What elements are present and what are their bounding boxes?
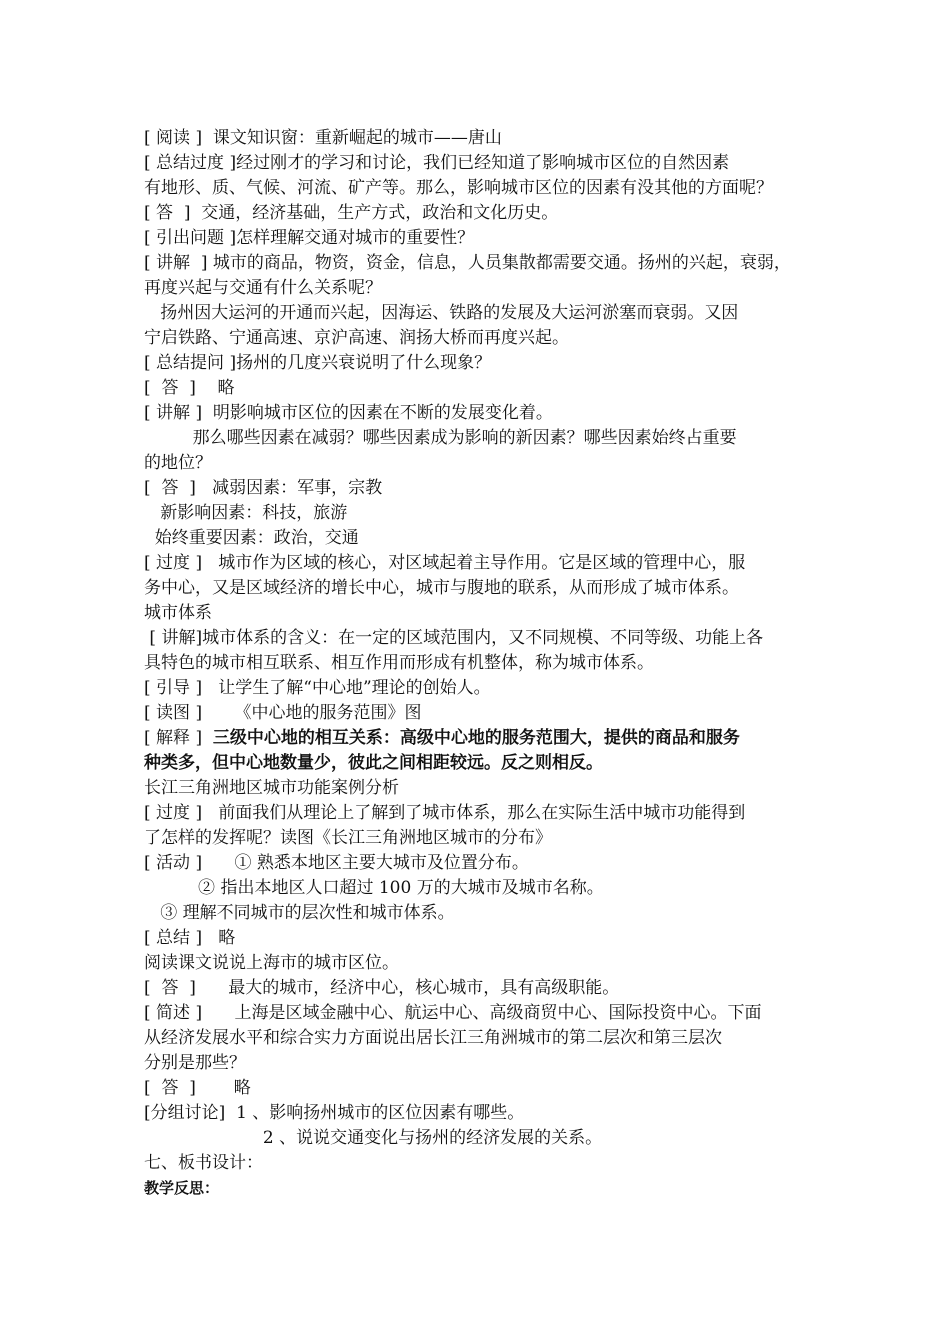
text-line-group-discussion: [分组讨论] 1 、影响扬州城市的区位因素有哪些。 <box>144 1103 525 1123</box>
text-line-reading: [ 阅读 ] 课文知识窗：重新崛起的城市——唐山 <box>144 128 502 148</box>
text-line-answer: [ 答 ] 最大的城市，经济中心，核心城市，具有高级职能。 <box>144 978 620 998</box>
text-line-lecture: [ 讲解 ] 明影响城市区位的因素在不断的发展变化着。 <box>144 403 553 423</box>
text-line: 阅读课文说说上海市的城市区位。 <box>144 953 399 973</box>
text-line-summary: [ 总结过度 ]经过刚才的学习和讨论，我们已经知道了影响城市区位的自然因素 <box>144 153 730 173</box>
text-line-guide: [ 引导 ] 让学生了解“中心地”理论的创始人。 <box>144 678 491 698</box>
text-line-read-figure: [ 读图 ] 《中心地的服务范围》图 <box>144 703 422 723</box>
text-line: 2 、说说交通变化与扬州的经济发展的关系。 <box>144 1128 603 1148</box>
text-line-summary-question: [ 总结提问 ]扬州的几度兴衰说明了什么现象？ <box>144 353 492 373</box>
text-line: ③ 理解不同城市的层次性和城市体系。 <box>144 903 455 923</box>
text-line: 的地位？ <box>144 453 212 473</box>
text-line-activity: [ 活动 ] ① 熟悉本地区主要大城市及位置分布。 <box>144 853 529 873</box>
text-line: 具特色的城市相互联系、相互作用而形成有机整体，称为城市体系。 <box>144 653 654 673</box>
text-line-answer: [ 答 ] 交通，经济基础，生产方式，政治和文化历史。 <box>144 203 559 223</box>
text-line: 了怎样的发挥呢？读图《长江三角洲地区城市的分布》 <box>144 828 552 848</box>
text-line-lecture: [ 讲解]城市体系的含义：在一定的区域范围内，又不同规模、不同等级、功能上各 <box>144 628 764 648</box>
text-line-bold: 种类多，但中心地数量少，彼此之间相距较远。反之则相反。 <box>144 753 603 773</box>
explain-bold-text: 三级中心地的相互关系：高级中心地的服务范围大，提供的商品和服务 <box>212 728 740 748</box>
text-line: 有地形、质、气候、河流、矿产等。那么，影响城市区位的因素有没其他的方面呢？ <box>144 178 773 198</box>
text-line: ② 指出本地区人口超过 100 万的大城市及城市名称。 <box>144 878 604 898</box>
text-line: 从经济发展水平和综合实力方面说出居长江三角洲城市的第二层次和第三层次 <box>144 1028 722 1048</box>
section-heading: 长江三角洲地区城市功能案例分析 <box>144 778 399 798</box>
text-line-transition: [ 过度 ] 城市作为区域的核心，对区域起着主导作用。它是区域的管理中心，服 <box>144 553 746 573</box>
text-line: 新影响因素：科技，旅游 <box>144 503 348 523</box>
section-heading: 城市体系 <box>144 603 212 623</box>
text-line: 分别是那些？ <box>144 1053 246 1073</box>
text-line: 扬州因大运河的开通而兴起，因海运、铁路的发展及大运河淤塞而衰弱。又因 <box>144 303 739 323</box>
text-line-question: [ 引出问题 ]怎样理解交通对城市的重要性？ <box>144 228 475 248</box>
text-line-answer: [ 答 ] 略 <box>144 378 235 398</box>
text-line: 再度兴起与交通有什么关系呢？ <box>144 278 382 298</box>
text-line-answer: [ 答 ] 减弱因素：军事，宗教 <box>144 478 383 498</box>
text-line: 那么哪些因素在减弱？哪些因素成为影响的新因素？哪些因素始终占重要 <box>144 428 737 448</box>
text-line: 宁启铁路、宁通高速、京沪高速、润扬大桥而再度兴起。 <box>144 328 569 348</box>
text-line-summary: [ 总结 ] 略 <box>144 928 236 948</box>
section-heading-reflection: 教学反思： <box>144 1179 220 1197</box>
explain-label: [ 解释 ] <box>144 728 213 748</box>
text-line-answer: [ 答 ] 略 <box>144 1078 251 1098</box>
text-line-transition: [ 过度 ] 前面我们从理论上了解到了城市体系，那么在实际生活中城市功能得到 <box>144 803 746 823</box>
text-line-explain <box>144 726 740 750</box>
text-line: 务中心，又是区域经济的增长中心，城市与腹地的联系，从而形成了城市体系。 <box>144 578 739 598</box>
text-line-lecture: [ 讲解 ] 城市的商品，物资，资金，信息，人员集散都需要交通。扬州的兴起，衰弱， <box>144 253 791 273</box>
section-heading: 七、板书设计： <box>144 1153 263 1173</box>
text-line-brief: [ 简述 ] 上海是区域金融中心、航运中心、高级商贸中心、国际投资中心。下面 <box>144 1003 762 1023</box>
text-line: 始终重要因素：政治，交通 <box>144 528 359 548</box>
